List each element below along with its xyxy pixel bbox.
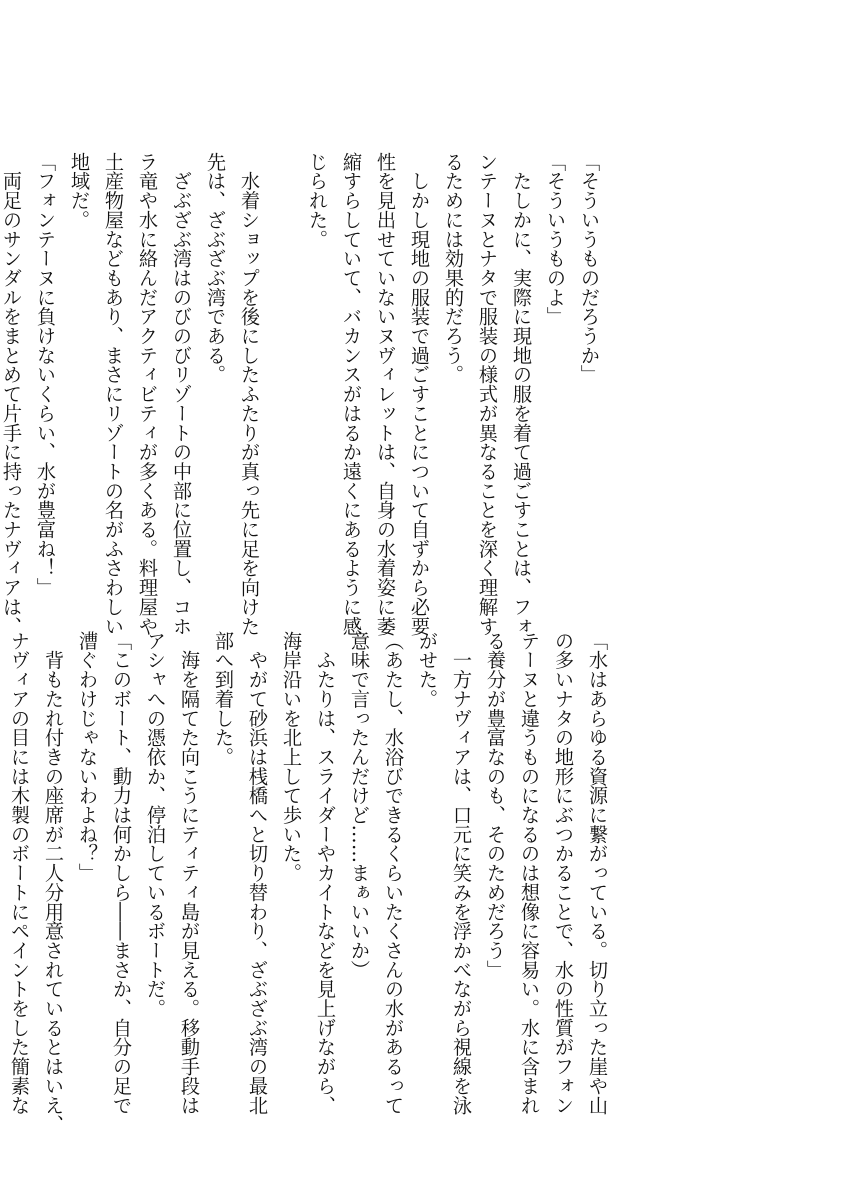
text-line: 背もたれ付きの座席が二人分用意されているとはいえ、 — [42, 631, 65, 1135]
text-line: 海を隔てた向こうにティティ島が見える。移動手段は — [178, 631, 201, 1115]
text-line: 「フォンテーヌに負けないくらい、水が豊富ね！」 — [34, 152, 57, 598]
text-line: 一方ナヴィアは、口元に笑みを浮かべながら視線を泳 — [450, 631, 473, 1115]
text-line: 先は、ざぶざぶ湾である。 — [204, 152, 227, 385]
text-line: （あたし、水浴びできるくらいたくさんの水があるって — [382, 631, 405, 1115]
text-line: 地域だ。 — [68, 152, 91, 230]
text-line: 縮すらしていて、バカンスがはるか遠くにあるように感 — [340, 152, 363, 636]
text-line: 「このボート、動力は何かしら――まさか、自分の足で — [110, 631, 133, 1115]
text-line: アシャへの憑依か、停泊しているボートだ。 — [144, 631, 167, 1018]
text-block-upper — [0, 152, 606, 636]
text-line: 性を見出せていないヌヴィレットは、自身の水着姿に萎 — [374, 152, 397, 636]
text-line: ンテーヌとナタで服装の様式が異なることを深く理解す — [476, 152, 499, 636]
text-line: の多いナタの地形にぶつかることで、水の性質がフォン — [552, 631, 575, 1115]
text-line — [266, 152, 300, 622]
text-line: 意味で言ったんだけど……まぁいいか） — [348, 631, 371, 980]
text-line: ふたりは、スライダーやカイトなどを見上げながら、 — [314, 631, 337, 1115]
text-line: るためには効果的だろう。 — [442, 152, 465, 385]
text-line: じられた。 — [306, 152, 329, 249]
text-line: しかし現地の服装で過ごすことについて自ずから必要 — [408, 152, 431, 636]
text-line: 部へ到着した。 — [212, 631, 235, 767]
text-line: ナヴィアの目には木製のボートにペイントをした簡素な — [8, 631, 31, 1115]
text-line: やがて砂浜は桟橋へと切り替わり、ざぶざぶ湾の最北 — [246, 631, 269, 1115]
text-line: 漕ぐわけじゃないわよね？」 — [76, 631, 99, 883]
text-line: 水着ショップを後にしたふたりが真っ先に足を向けた — [238, 152, 261, 636]
text-line: 土産物屋などもあり、まさにリゾートの名がふさわしい — [102, 152, 125, 636]
text-line: テーヌと違うものになるのは想像に容易い。水に含まれ — [518, 631, 541, 1115]
text-line: がせた。 — [416, 631, 439, 709]
text-line: 海岸沿いを北上して歩いた。 — [280, 631, 303, 883]
text-line: 「水はあらゆる資源に繋がっている。切り立った崖や山 — [586, 631, 609, 1115]
text-line: ざぶざぶ湾はのびのびリゾートの中部に位置し、コホ — [170, 152, 193, 636]
text-line: 「そういうものだろうか」 — [578, 152, 601, 385]
text-line: る養分が豊富なのも、そのためだろう」 — [484, 631, 507, 980]
text-line: 両足のサンダルをまとめて片手に持ったナヴィアは、 — [0, 152, 23, 636]
text-line: ラ竜や水に絡んだアクティビティが多くある。料理屋や — [136, 152, 159, 636]
text-line — [0, 631, 2, 1101]
text-line: 「そういうものよ」 — [544, 152, 567, 327]
text-line: たしかに、実際に現地の服を着て過ごすことは、フォ — [510, 152, 533, 636]
text-block-lower — [8, 631, 614, 1135]
